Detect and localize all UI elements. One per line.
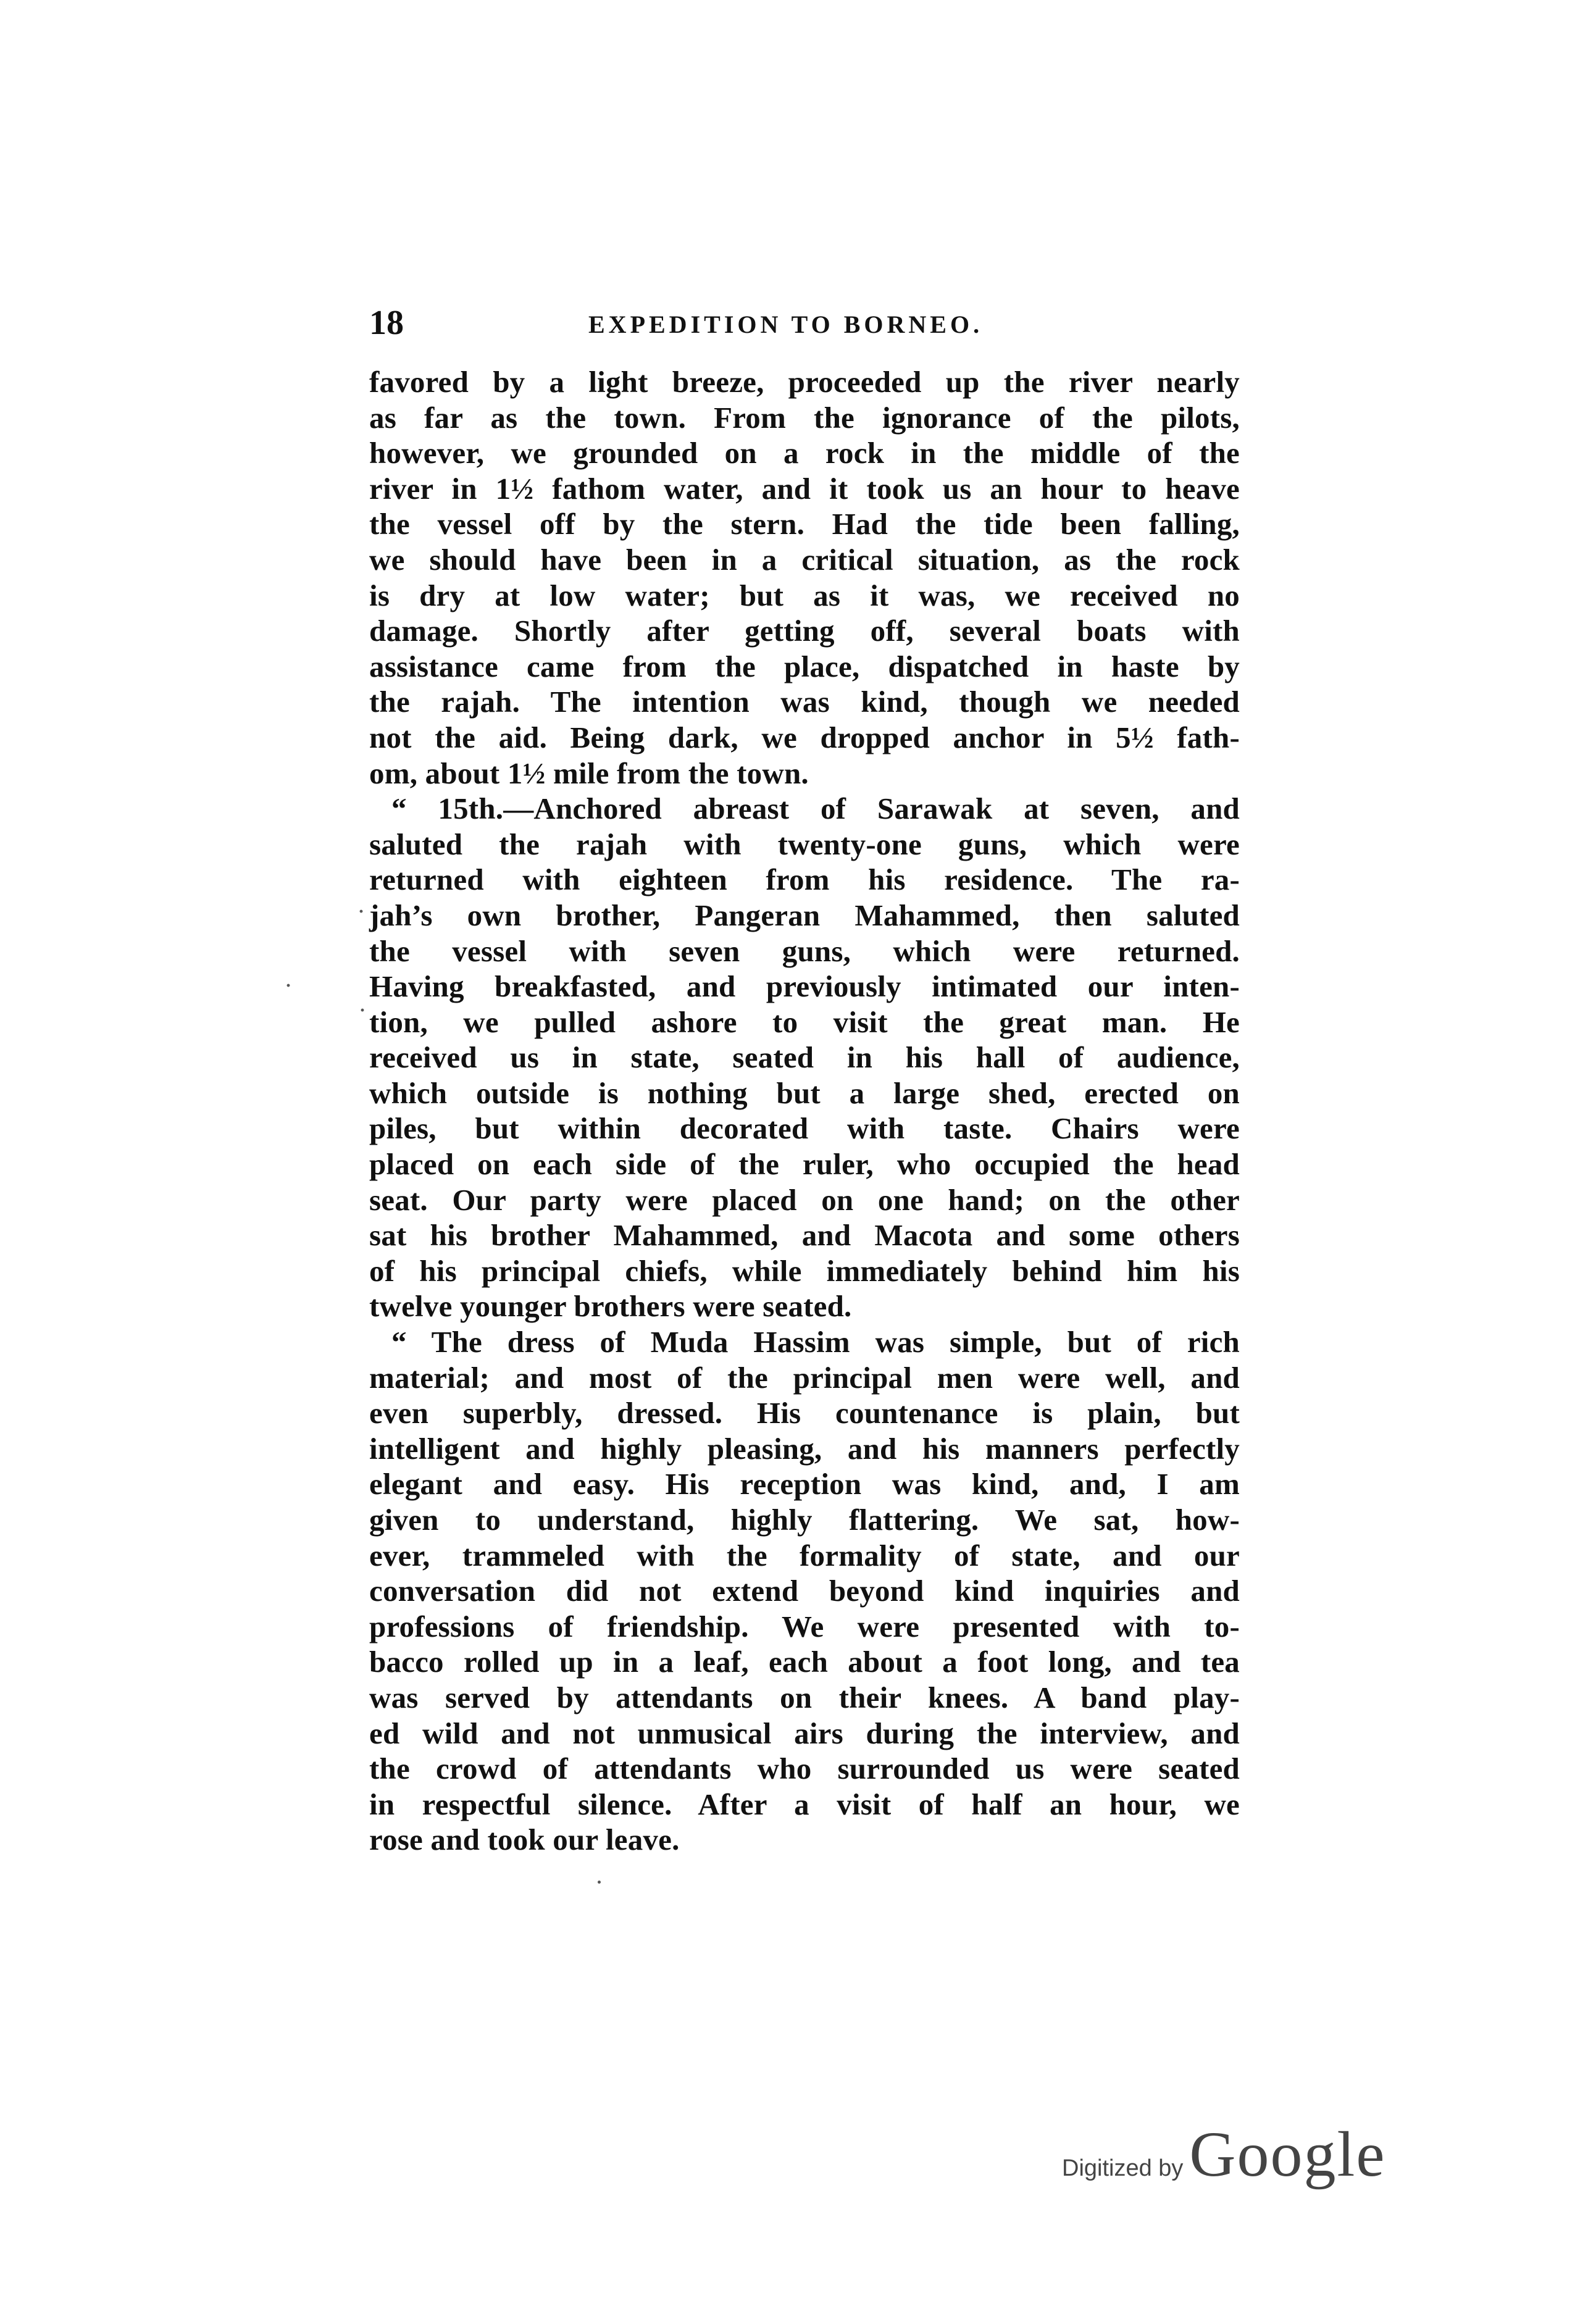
text-line: the vessel off by the stern. Had the tide been falling, xyxy=(369,507,1240,541)
text-line: bacco rolled up in a leaf, each about a foot long, and tea xyxy=(369,1645,1240,1679)
body-text xyxy=(369,364,1240,1858)
text-line: conversation did not extend beyond kind inquiries and xyxy=(369,1574,1240,1608)
text-line: damage. Shortly after getting off, several boats with xyxy=(369,614,1240,648)
text-line: received us in state, seated in his hall of audience, xyxy=(369,1040,1240,1075)
text-line: placed on each side of the ruler, who occupied the head xyxy=(369,1147,1240,1182)
text-line: the rajah. The intention was kind, though we needed xyxy=(369,685,1240,719)
text-line: Having breakfasted, and previously intimated our inten- xyxy=(369,969,1240,1004)
page-number: 18 xyxy=(369,304,404,342)
text-line: elegant and easy. His reception was kind, and, I am xyxy=(369,1467,1240,1501)
text-line: om, about 1½ mile from the town. xyxy=(369,756,809,790)
margin-mark: · xyxy=(285,975,292,996)
digitized-by-watermark xyxy=(1062,2118,1386,2190)
text-line: twelve younger brothers were seated. xyxy=(369,1289,852,1324)
text-line: river in 1½ fathom water, and it took us an hour to heave xyxy=(369,471,1240,506)
text-line: favored by a light breeze, proceeded up the river nearly xyxy=(369,365,1240,399)
text-line: professions of friendship. We were presented with to- xyxy=(369,1609,1240,1643)
text-line: saluted the rajah with twenty-one guns, which were xyxy=(369,827,1240,861)
margin-mark: · xyxy=(358,901,365,922)
text-line: tion, we pulled ashore to visit the great man. He xyxy=(369,1004,1240,1039)
google-logo: Google xyxy=(1189,2119,1386,2190)
page-header xyxy=(369,301,1246,345)
text-line: sat his brother Mahammed, and Macota and some others xyxy=(369,1218,1240,1253)
text-line: given to understand, highly flattering. We sat, how- xyxy=(369,1503,1240,1537)
text-line: the vessel with seven guns, which were returned. xyxy=(369,933,1240,968)
text-line: is dry at low water; but as it was, we received no xyxy=(369,578,1240,612)
text-line: the crowd of attendants who surrounded us were seated xyxy=(369,1752,1240,1786)
text-line: even superbly, dressed. His countenance is plain, but xyxy=(369,1396,1240,1430)
margin-mark: · xyxy=(359,1000,366,1021)
text-line: piles, but within decorated with taste. Chairs were xyxy=(369,1111,1240,1146)
text-line: seat. Our party were placed on one hand; on the other xyxy=(369,1182,1240,1217)
text-line: ed wild and not unmusical airs during the interview, and xyxy=(369,1716,1240,1750)
text-line: returned with eighteen from his residence. The ra- xyxy=(369,862,1240,897)
text-line: however, we grounded on a rock in the middle of the xyxy=(369,436,1240,470)
text-line: assistance came from the place, dispatched in haste by xyxy=(369,649,1240,683)
text-line: which outside is nothing but a large shed, erected on xyxy=(369,1075,1240,1110)
ink-dot xyxy=(598,1881,601,1884)
text-line: was served by attendants on their knees. A band play- xyxy=(369,1680,1240,1714)
text-line: jah’s own brother, Pangeran Mahammed, then saluted xyxy=(369,898,1240,932)
digitized-by-label: Digitized by xyxy=(1062,2155,1184,2181)
text-line: material; and most of the principal men were well, and xyxy=(369,1360,1240,1395)
text-line: intelligent and highly pleasing, and his manners perfectly xyxy=(369,1431,1240,1466)
running-head: EXPEDITION TO BORNEO. xyxy=(588,311,984,338)
text-line: in respectful silence. After a visit of half an hour, we xyxy=(369,1787,1240,1821)
paragraph-start-line: “ The dress of Muda Hassim was simple, but of rich xyxy=(391,1325,1240,1359)
text-line: not the aid. Being dark, we dropped anchor in 5½ fath- xyxy=(369,720,1240,754)
text-line: as far as the town. From the ignorance of the pilots, xyxy=(369,400,1240,435)
text-line: rose and took our leave. xyxy=(369,1823,680,1857)
text-line: of his principal chiefs, while immediately behind him his xyxy=(369,1253,1240,1288)
paragraph-start-line: “ 15th.—Anchored abreast of Sarawak at seven, and xyxy=(391,791,1240,826)
text-line: ever, trammeled with the formality of state, and our xyxy=(369,1538,1240,1572)
text-line: we should have been in a critical situation, as the rock xyxy=(369,542,1240,577)
